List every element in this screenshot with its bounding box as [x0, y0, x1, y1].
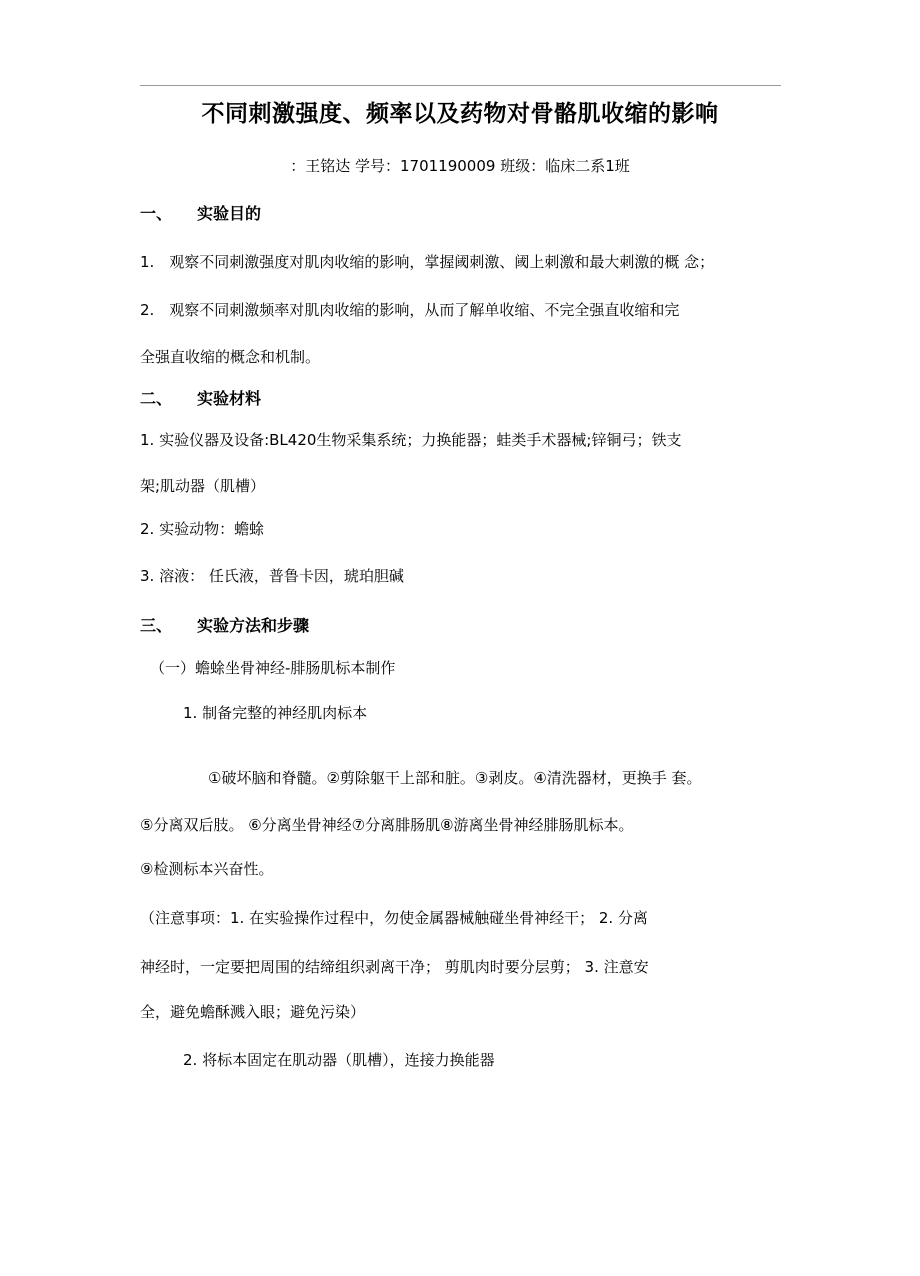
section-title: 实验目的 [197, 204, 262, 223]
section-title: 实验方法和步骤 [197, 616, 310, 635]
procedure-line: ⑤分离双后肢。 ⑥分离坐骨神经⑦分离腓肠肌⑧游离坐骨神经腓肠肌标本。 [140, 816, 634, 834]
paragraph-line: 1. 观察不同刺激强度对肌肉收缩的影响，掌握阈刺激、阈上刺激和最大刺激的概 念； [140, 253, 715, 271]
subsection-heading: （一）蟾蜍坐骨神经-腓肠肌标本制作 [150, 659, 396, 677]
paragraph-line: 架;肌动器（肌槽） [140, 477, 266, 495]
author-line: ：王铭达 学号：1701190009 班级：临床二系1班 [290, 157, 630, 175]
notes-line: 全，避免蟾酥溅入眼；避免污染） [140, 1003, 366, 1021]
paragraph-line: 全强直收缩的概念和机制。 [140, 348, 321, 366]
procedure-line: ①破坏脑和脊髓。②剪除躯干上部和脏。③剥皮。④清洗器材，更换手 套。 [208, 769, 702, 787]
section-heading-materials [140, 389, 261, 408]
section-number: 一、 [140, 204, 173, 223]
step-heading: 2. 将标本固定在肌动器（肌槽），连接力换能器 [183, 1051, 495, 1069]
section-title: 实验材料 [197, 389, 262, 408]
section-heading-purpose [140, 204, 261, 223]
section-number: 三、 [140, 616, 173, 635]
notes-line: 神经时，一定要把周围的结缔组织剥离干净； 剪肌肉时要分层剪； 3. 注意安 [140, 958, 649, 976]
notes-line: （注意事项：1. 在实验操作过程中，勿使金属器械触碰坐骨神经干； 2. 分离 [140, 909, 648, 927]
header-rule [140, 85, 781, 86]
page-title: 不同刺激强度、频率以及药物对骨骼肌收缩的影响 [201, 101, 719, 127]
procedure-line: ⑨检测标本兴奋性。 [140, 860, 274, 878]
paragraph-line: 1. 实验仪器及设备:BL420生物采集系统；力换能器；蛙类手术器械;锌铜弓；铁支 [140, 431, 682, 449]
section-heading-methods [140, 616, 309, 635]
paragraph-line: 3. 溶液： 任氏液，普鲁卡因，琥珀胆碱 [140, 567, 404, 585]
paragraph-line: 2. 观察不同刺激频率对肌肉收缩的影响，从而了解单收缩、不完全强直收缩和完 [140, 301, 680, 319]
step-heading: 1. 制备完整的神经肌肉标本 [183, 704, 368, 722]
section-number: 二、 [140, 389, 173, 408]
paragraph-line: 2. 实验动物：蟾蜍 [140, 520, 265, 538]
